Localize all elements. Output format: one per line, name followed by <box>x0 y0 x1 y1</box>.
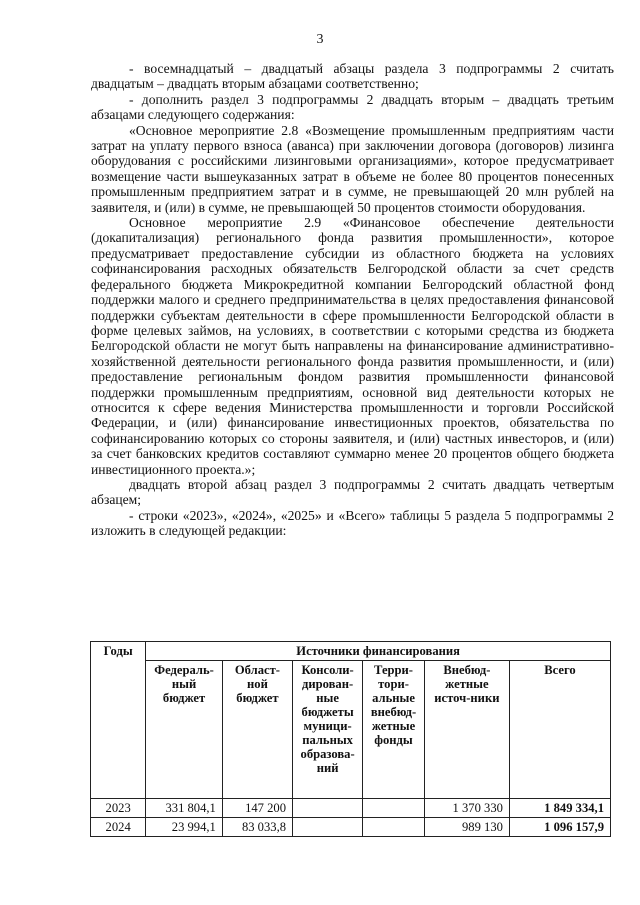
cell-year: 2023 <box>91 799 146 818</box>
cell-territorial <box>363 818 425 837</box>
document-body <box>91 61 614 539</box>
cell-consolidated <box>293 799 363 818</box>
cell-year: 2024 <box>91 818 146 837</box>
cell-territorial <box>363 799 425 818</box>
header-sources: Источники финансирования <box>146 642 611 661</box>
table-row <box>91 818 611 837</box>
cell-regional: 147 200 <box>222 799 292 818</box>
cell-total: 1 849 334,1 <box>509 799 610 818</box>
cell-total: 1 096 157,9 <box>509 818 610 837</box>
cell-extrabudget: 989 130 <box>424 818 509 837</box>
table-row <box>91 799 611 818</box>
paragraph: «Основное мероприятие 2.8 «Возмещение промышленным предприятиям части затрат на уплату первого взноса (аванса) при заключении договора (договоров) лизинга оборудования с российскими лизинговыми организациями», которое предусматривает возмещение части вышеуказанных затрат в объеме не более 80 процентов понесенных промышленным предприятием затрат и в сумме, не превышающей 20 млн рублей на заявителя, и (или) в сумме, не превышающей 50 процентов стоимости оборудования. <box>91 122 614 215</box>
paragraph: - дополнить раздел 3 подпрограммы 2 двадцать вторым – двадцать третьим абзацами следующего содержания: <box>91 91 614 123</box>
header-consolidated: Консоли-дирован-ные бюджеты муници-пальных образова-ний <box>293 661 363 799</box>
header-years: Годы <box>91 642 146 799</box>
header-regional: Област-ной бюджет <box>222 661 292 799</box>
paragraph: - строки «2023», «2024», «2025» и «Всего» таблицы 5 раздела 5 подпрограммы 2 изложить в следующей редакции: <box>91 507 614 539</box>
header-total: Всего <box>509 661 610 799</box>
cell-consolidated <box>293 818 363 837</box>
paragraph: двадцать второй абзац раздел 3 подпрограммы 2 считать двадцать четвертым абзацем; <box>91 476 614 508</box>
header-federal: Федераль-ный бюджет <box>146 661 223 799</box>
paragraph: - восемнадцатый – двадцатый абзацы раздела 3 подпрограммы 2 считать двадцатым – двадцать вторым абзацами соответственно; <box>91 61 614 92</box>
cell-federal: 331 804,1 <box>146 799 223 818</box>
page-number: 3 <box>316 32 324 47</box>
paragraph: Основное мероприятие 2.9 «Финансовое обеспечение деятельности (докапитализация) регионального фонда развития промышленности», которое предусматривает предоставление субсидии из областного бюджета на условиях софинансирования расходных обязательств Белгородской области за счет средств федерального бюджета Микрокредитной компании Белгородский областной фонд поддержки малого и среднего предпринимательства в целях предоставления финансовой поддержки субъектам деятельности в сфере промышленности Белгородской области в форме целевых займов, на условиях, в соответствии с которыми средства из бюджета Белгородской области не могут быть направлены на финансирование административно-хозяйственной деятельности регионального фонда развития промышленности, и (или) предоставление региональным фондом развития промышленности финансовой поддержки промышленным предприятиям, основной вид деятельности которых не относится к сфере ведения Министерства промышленности и торговли Российской Федерации, и (или) финансирование инвестиционных проектов, обязательства по софинансированию которых со стороны заявителя, и (или) частных инвесторов, и (или) за счет банковских кредитов составляют суммарно менее 20 процентов общего бюджета инвестиционного проекта.»; <box>91 215 614 477</box>
header-extrabudget: Внебюд-жетные источ-ники <box>424 661 509 799</box>
cell-regional: 83 033,8 <box>222 818 292 837</box>
cell-extrabudget: 1 370 330 <box>424 799 509 818</box>
financing-table <box>90 641 611 837</box>
header-territorial: Терри-тори-альные внебюд-жетные фонды <box>363 661 425 799</box>
cell-federal: 23 994,1 <box>146 818 223 837</box>
